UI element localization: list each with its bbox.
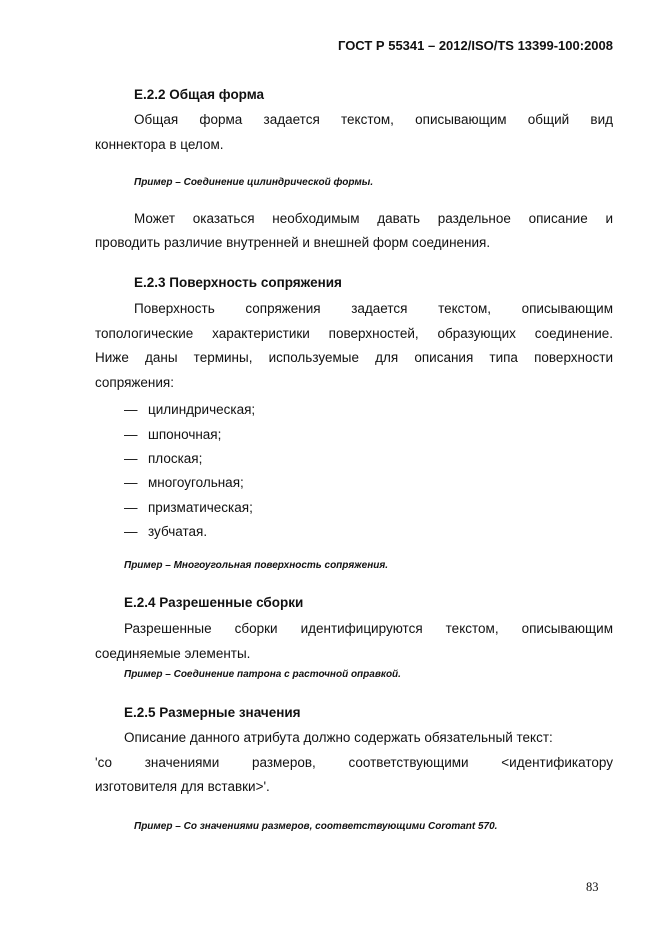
- list-dash: —: [124, 524, 138, 539]
- list-dash: —: [124, 427, 138, 442]
- list-dash: —: [124, 500, 138, 515]
- list-item-text: зубчатая.: [148, 524, 208, 539]
- example-note: Пример – Соединение патрона с расточной оправкой.: [124, 669, 401, 680]
- list-item: [124, 402, 255, 417]
- list-item-text: плоская;: [148, 451, 203, 466]
- list-item-text: многоугольная;: [148, 475, 244, 490]
- list-item: [124, 427, 221, 442]
- example-note: Пример – Многоугольная поверхность сопряжения.: [124, 560, 389, 571]
- list-dash: —: [124, 475, 138, 490]
- list-dash: —: [124, 451, 138, 466]
- paragraph-line: Разрешенные сборки идентифицируются текстом, описывающим: [124, 621, 613, 636]
- list-item: [124, 475, 244, 490]
- paragraph-line: топологические характеристики поверхностей, образующих соединение.: [95, 326, 613, 341]
- paragraph-line: соединяемые элементы.: [95, 646, 251, 661]
- paragraph-line: коннектора в целом.: [95, 137, 224, 152]
- paragraph-line: Поверхность сопряжения задается текстом, описывающим: [134, 301, 613, 316]
- paragraph-line: Общая форма задается текстом, описывающим общий вид: [134, 112, 613, 127]
- paragraph-line: изготовителя для вставки>'.: [95, 779, 270, 794]
- list-item-text: шпоночная;: [148, 427, 222, 442]
- paragraph-line: сопряжения:: [95, 375, 174, 390]
- section-heading-e24: E.2.4 Разрешенные сборки: [124, 595, 304, 610]
- section-heading-e25: E.2.5 Размерные значения: [124, 705, 301, 720]
- section-heading-e22: E.2.2 Общая форма: [134, 87, 265, 102]
- list-item-text: призматическая;: [148, 500, 253, 515]
- list-item-text: цилиндрическая;: [148, 402, 256, 417]
- paragraph-line: Может оказаться необходимым давать раздельное описание и: [134, 211, 613, 226]
- paragraph-line: Ниже даны термины, используемые для описания типа поверхности: [95, 350, 613, 365]
- example-note: Пример – Со значениями размеров, соответствующими Coromant 570.: [134, 821, 498, 832]
- section-heading-e23: E.2.3 Поверхность сопряжения: [134, 275, 342, 290]
- example-note: Пример – Соединение цилиндрической формы.: [134, 177, 374, 188]
- document-header: ГОСТ Р 55341 – 2012/ISO/TS 13399-100:2008: [338, 38, 613, 53]
- page-number: 83: [586, 880, 599, 894]
- list-item: [124, 500, 253, 515]
- paragraph-line: Описание данного атрибута должно содержать обязательный текст:: [124, 730, 553, 745]
- list-item: [124, 451, 202, 466]
- paragraph-line: 'со значениями размеров, соответствующими <идентификатору: [95, 755, 613, 770]
- paragraph-line: проводить различие внутренней и внешней форм соединения.: [95, 235, 491, 250]
- list-item: [124, 524, 207, 539]
- list-dash: —: [124, 402, 138, 417]
